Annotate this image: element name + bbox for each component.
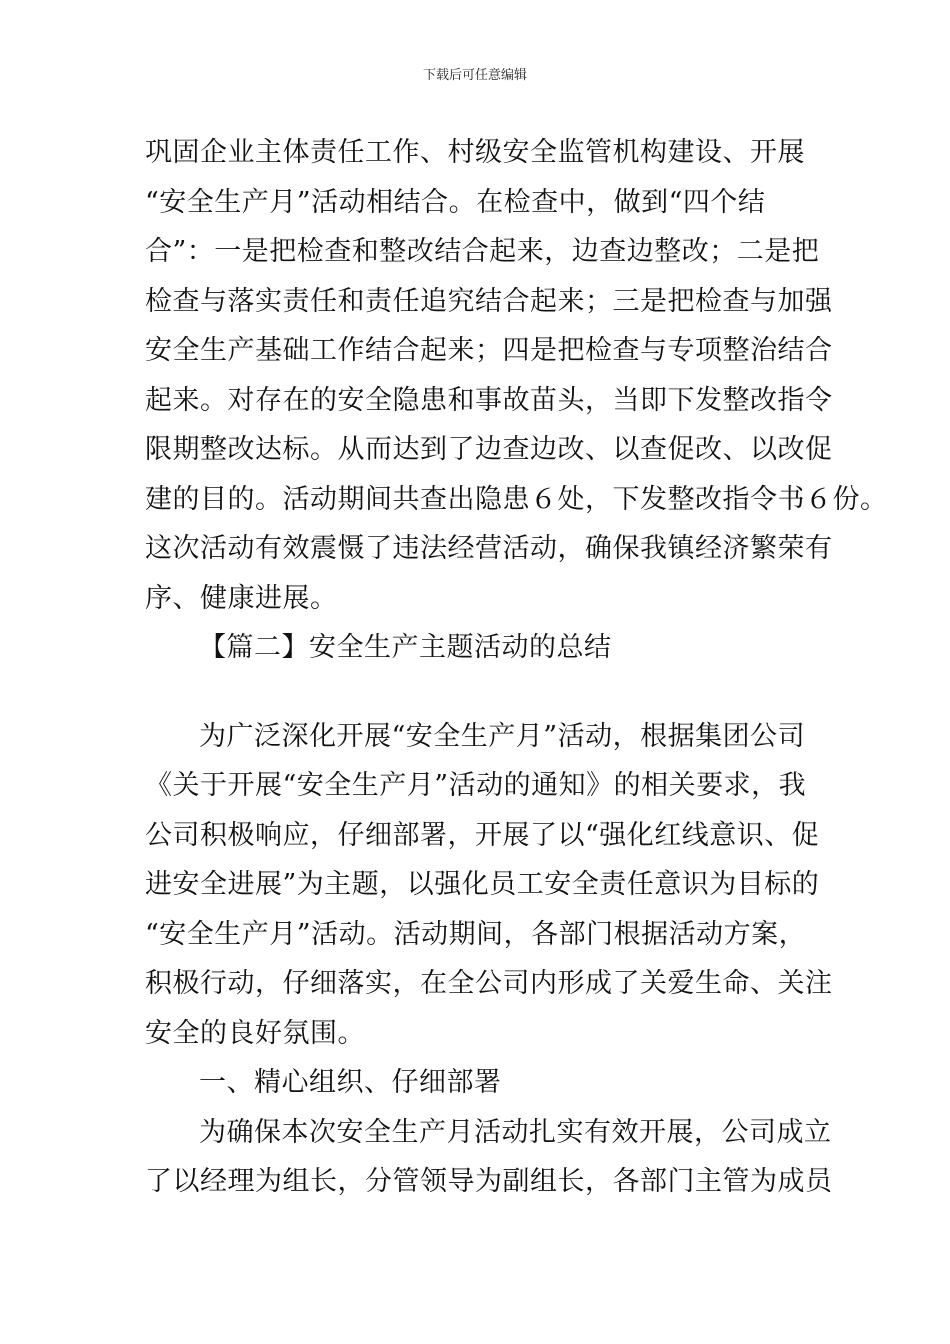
text-line: 起来。对存在的安全隐患和事故苗头，当即下发整改指令 bbox=[145, 384, 833, 416]
text-line: 了以经理为组长，分管领导为副组长，各部门主管为成员 bbox=[145, 1166, 833, 1197]
text-line: 建的目的。活动期间共查出隐患６处，下发整改指令书６份。 bbox=[145, 483, 888, 515]
paragraph-1 bbox=[145, 128, 888, 623]
text-line: “安全生产月”活动。活动期间，各部门根据活动方案， bbox=[145, 918, 807, 950]
text-line: 《关于开展“安全生产月”活动的通知》的相关要求，我 bbox=[145, 770, 807, 801]
text-line: 安全生产基础工作结合起来；四是把检查与专项整治结合 bbox=[145, 335, 833, 366]
text-line: 公司积极响应，仔细部署，开展了以“强化红线意识、促 bbox=[145, 819, 820, 851]
text-line: “安全生产月”活动相结合。在检查中，做到“四个结 bbox=[145, 186, 766, 218]
text-line: 安全的良好氛围。 bbox=[145, 1017, 365, 1049]
section-title: 【篇二】安全生产主题活动的总结 bbox=[199, 632, 612, 663]
document-body bbox=[145, 128, 888, 1207]
text-line: 进安全进展”为主题，以强化员工安全责任意识为目标的 bbox=[145, 869, 820, 900]
paragraph-2 bbox=[145, 712, 833, 1059]
text-line: 积极行动，仔细落实，在全公司内形成了关爱生命、关注 bbox=[145, 968, 833, 999]
text-line: 这次活动有效震慑了违法经营活动，确保我镇经济繁荣有 bbox=[145, 533, 833, 564]
text-line: 检查与落实责任和责任追究结合起来；三是把检查与加强 bbox=[145, 285, 833, 317]
text-line: 为广泛深化开展“安全生产月”活动，根据集团公司 bbox=[199, 720, 806, 752]
text-line: 合”：一是把检查和整改结合起来，边查边整改；二是把 bbox=[145, 236, 820, 267]
text-line: 限期整改达标。从而达到了边查边改、以查促改、以改促 bbox=[145, 434, 833, 465]
subheading: 一、精心组织、仔细部署 bbox=[199, 1067, 502, 1098]
spacer bbox=[145, 673, 825, 712]
text-line: 巩固企业主体责任工作、村级安全监管机构建设、开展 bbox=[145, 137, 805, 168]
text-line: 为确保本次安全生产月活动扎实有效开展，公司成立 bbox=[199, 1116, 832, 1148]
text-line: 序、健康进展。 bbox=[145, 582, 338, 614]
paragraph-3 bbox=[145, 1108, 833, 1207]
page-header: 下载后可任意编辑 bbox=[422, 68, 527, 83]
